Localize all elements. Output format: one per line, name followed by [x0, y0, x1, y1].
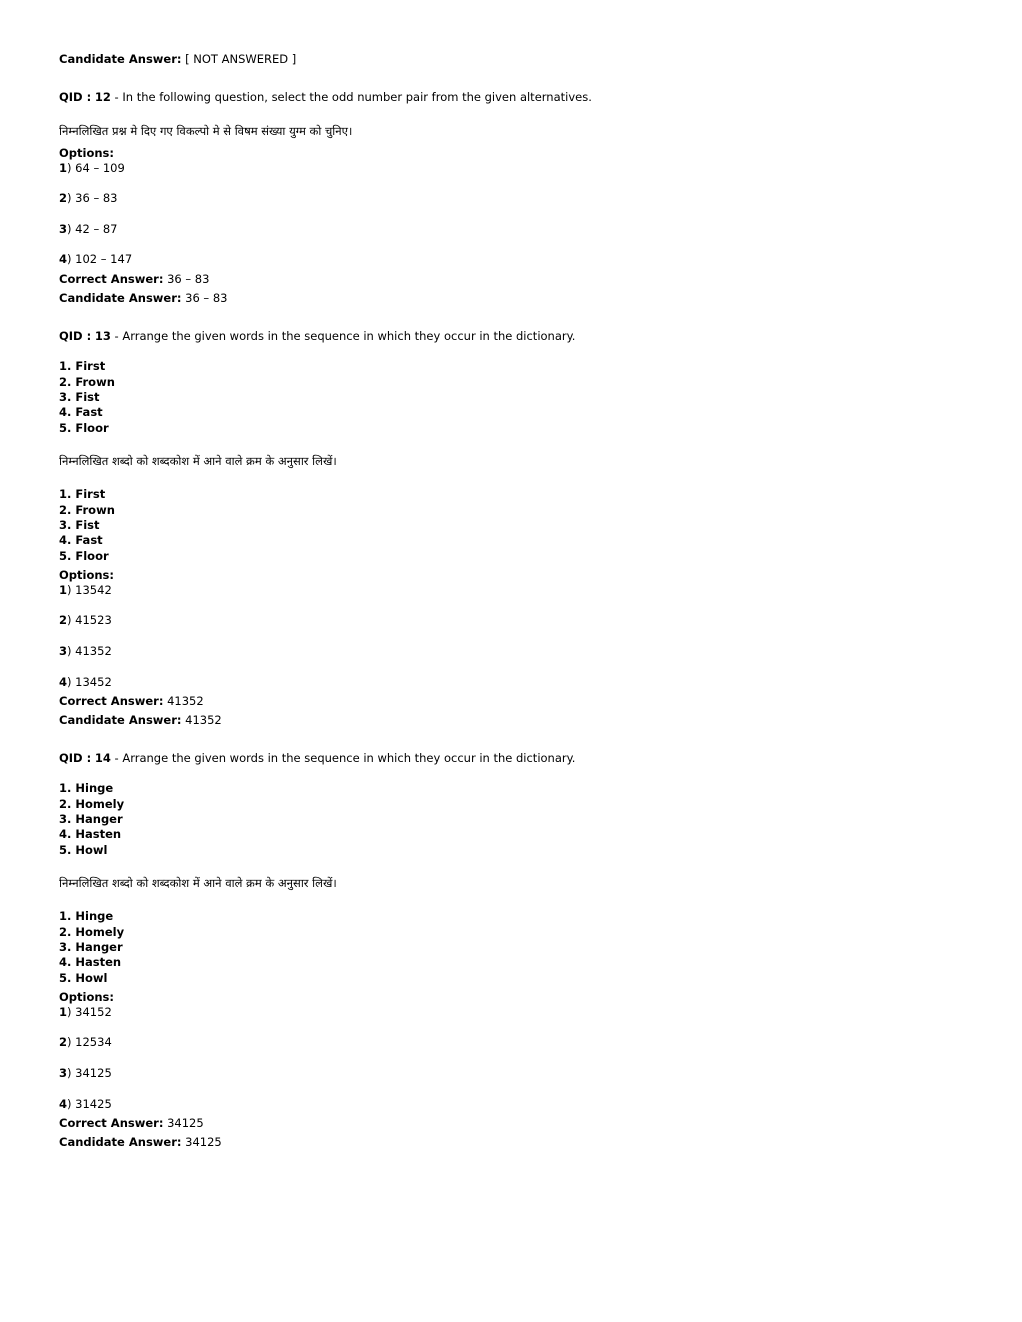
option-number: 4: [59, 675, 68, 689]
previous-candidate-answer: [59, 51, 296, 67]
hindi-text: निम्नलिखित शब्दो को शब्दकोश में आने वाले क्रम के अनुसार लिखें।: [59, 454, 337, 468]
candidate-answer-label: Candidate Answer:: [59, 713, 182, 727]
word-text: 3. Fist: [59, 518, 100, 532]
options-label: [59, 989, 114, 1005]
word-text: 2. Frown: [59, 503, 115, 517]
correct-answer-label: Correct Answer:: [59, 694, 164, 708]
word-item-hindi: [59, 548, 109, 564]
option-item: 2) 36 – 83: [59, 191, 118, 205]
word-text: 4. Fast: [59, 405, 103, 419]
question-text: - Arrange the given words in the sequence in which they occur in the dictionary.: [114, 751, 576, 765]
option-number: 2: [59, 613, 68, 627]
correct-answer: [59, 271, 209, 287]
qid-number: 13: [94, 329, 111, 343]
word-item-hindi: [59, 502, 115, 518]
option-number: 2: [59, 191, 68, 205]
option-text: 13542: [75, 583, 112, 597]
candidate-answer-value: 36 – 83: [185, 291, 228, 305]
word-item-hindi: [59, 954, 121, 970]
word-item: [59, 404, 103, 420]
word-text: 5. Howl: [59, 843, 108, 857]
word-text: 3. Hanger: [59, 940, 123, 954]
word-item: [59, 358, 105, 374]
question-text: - In the following question, select the odd number pair from the given alternatives.: [114, 90, 592, 104]
question-header: [59, 750, 575, 766]
option-text: 42 – 87: [75, 222, 118, 236]
word-item-hindi: [59, 532, 103, 548]
option-text: 34152: [75, 1005, 112, 1019]
qid-label: QID :: [59, 751, 92, 765]
word-text: 4. Fast: [59, 533, 103, 547]
hindi-question: [59, 453, 337, 469]
word-item-hindi: [59, 970, 107, 986]
option-item: 3) 42 – 87: [59, 222, 118, 236]
word-item: [59, 374, 115, 390]
candidate-answer: [59, 1134, 222, 1150]
word-text: 1. Hinge: [59, 781, 114, 795]
correct-answer-value: 34125: [167, 1116, 204, 1130]
option-item: 2) 41523: [59, 613, 112, 627]
candidate-answer: [59, 712, 222, 728]
option-text: 12534: [75, 1035, 112, 1049]
word-item: [59, 796, 124, 812]
option-item: 2) 12534: [59, 1035, 112, 1049]
option-item: 1) 64 – 109: [59, 161, 125, 175]
option-item: 4) 13452: [59, 675, 112, 689]
options-heading: Options:: [59, 568, 114, 582]
word-item: [59, 420, 109, 436]
option-item: 4) 102 – 147: [59, 252, 133, 266]
word-text: 4. Hasten: [59, 955, 122, 969]
option-number: 3: [59, 1066, 68, 1080]
word-text: 1. First: [59, 487, 106, 501]
option-text: 64 – 109: [75, 161, 125, 175]
option-number: 2: [59, 1035, 68, 1049]
word-item: [59, 826, 121, 842]
word-text: 1. First: [59, 359, 106, 373]
word-item: [59, 842, 107, 858]
word-item-hindi: [59, 486, 105, 502]
options-label: [59, 145, 114, 161]
candidate-answer: [59, 290, 227, 306]
options-label: [59, 567, 114, 583]
option-text: 31425: [75, 1097, 112, 1111]
option-number: 1: [59, 1005, 68, 1019]
hindi-question: [59, 123, 352, 139]
correct-answer: [59, 1115, 204, 1131]
option-text: 102 – 147: [75, 252, 133, 266]
word-item: [59, 389, 100, 405]
word-item-hindi: [59, 908, 113, 924]
hindi-question: [59, 875, 337, 891]
word-text: 2. Homely: [59, 797, 125, 811]
correct-answer-label: Correct Answer:: [59, 272, 164, 286]
option-number: 4: [59, 252, 68, 266]
options-heading: Options:: [59, 990, 114, 1004]
candidate-answer-value: [ NOT ANSWERED ]: [185, 52, 297, 66]
option-item: 4) 31425: [59, 1097, 112, 1111]
qid-label: QID :: [59, 90, 92, 104]
word-text: 3. Fist: [59, 390, 100, 404]
option-item: 3) 34125: [59, 1066, 112, 1080]
word-text: 2. Homely: [59, 925, 125, 939]
word-item-hindi: [59, 517, 100, 533]
correct-answer: [59, 693, 204, 709]
option-text: 34125: [75, 1066, 112, 1080]
word-item: [59, 811, 123, 827]
candidate-answer-value: 34125: [185, 1135, 222, 1149]
word-text: 1. Hinge: [59, 909, 114, 923]
hindi-text: निम्नलिखित प्रश्न मे दिए गए विकल्पो मे से विषम संख्या युग्म को चुनिए।: [59, 124, 353, 138]
word-text: 5. Floor: [59, 549, 109, 563]
option-number: 3: [59, 644, 68, 658]
option-item: 3) 41352: [59, 644, 112, 658]
word-item-hindi: [59, 924, 124, 940]
word-text: 5. Floor: [59, 421, 109, 435]
option-text: 36 – 83: [75, 191, 118, 205]
option-number: 1: [59, 583, 68, 597]
option-text: 41523: [75, 613, 112, 627]
option-number: 3: [59, 222, 68, 236]
word-item: [59, 780, 113, 796]
correct-answer-value: 41352: [167, 694, 204, 708]
candidate-answer-label: Candidate Answer:: [59, 291, 182, 305]
option-number: 4: [59, 1097, 68, 1111]
question-header: [59, 328, 575, 344]
qid-label: QID :: [59, 329, 92, 343]
word-text: 2. Frown: [59, 375, 115, 389]
question-header: [59, 89, 592, 105]
option-text: 41352: [75, 644, 112, 658]
word-text: 4. Hasten: [59, 827, 122, 841]
word-text: 5. Howl: [59, 971, 108, 985]
correct-answer-label: Correct Answer:: [59, 1116, 164, 1130]
hindi-text: निम्नलिखित शब्दो को शब्दकोश में आने वाले क्रम के अनुसार लिखें।: [59, 876, 337, 890]
options-heading: Options:: [59, 146, 114, 160]
candidate-answer-label: Candidate Answer:: [59, 1135, 182, 1149]
qid-number: 12: [94, 90, 111, 104]
option-item: 1) 13542: [59, 583, 112, 597]
question-text: - Arrange the given words in the sequence in which they occur in the dictionary.: [114, 329, 576, 343]
correct-answer-value: 36 – 83: [167, 272, 210, 286]
option-text: 13452: [75, 675, 112, 689]
option-number: 1: [59, 161, 68, 175]
qid-number: 14: [94, 751, 111, 765]
word-text: 3. Hanger: [59, 812, 123, 826]
option-item: 1) 34152: [59, 1005, 112, 1019]
word-item-hindi: [59, 939, 123, 955]
candidate-answer-value: 41352: [185, 713, 222, 727]
candidate-answer-label: Candidate Answer:: [59, 52, 182, 66]
